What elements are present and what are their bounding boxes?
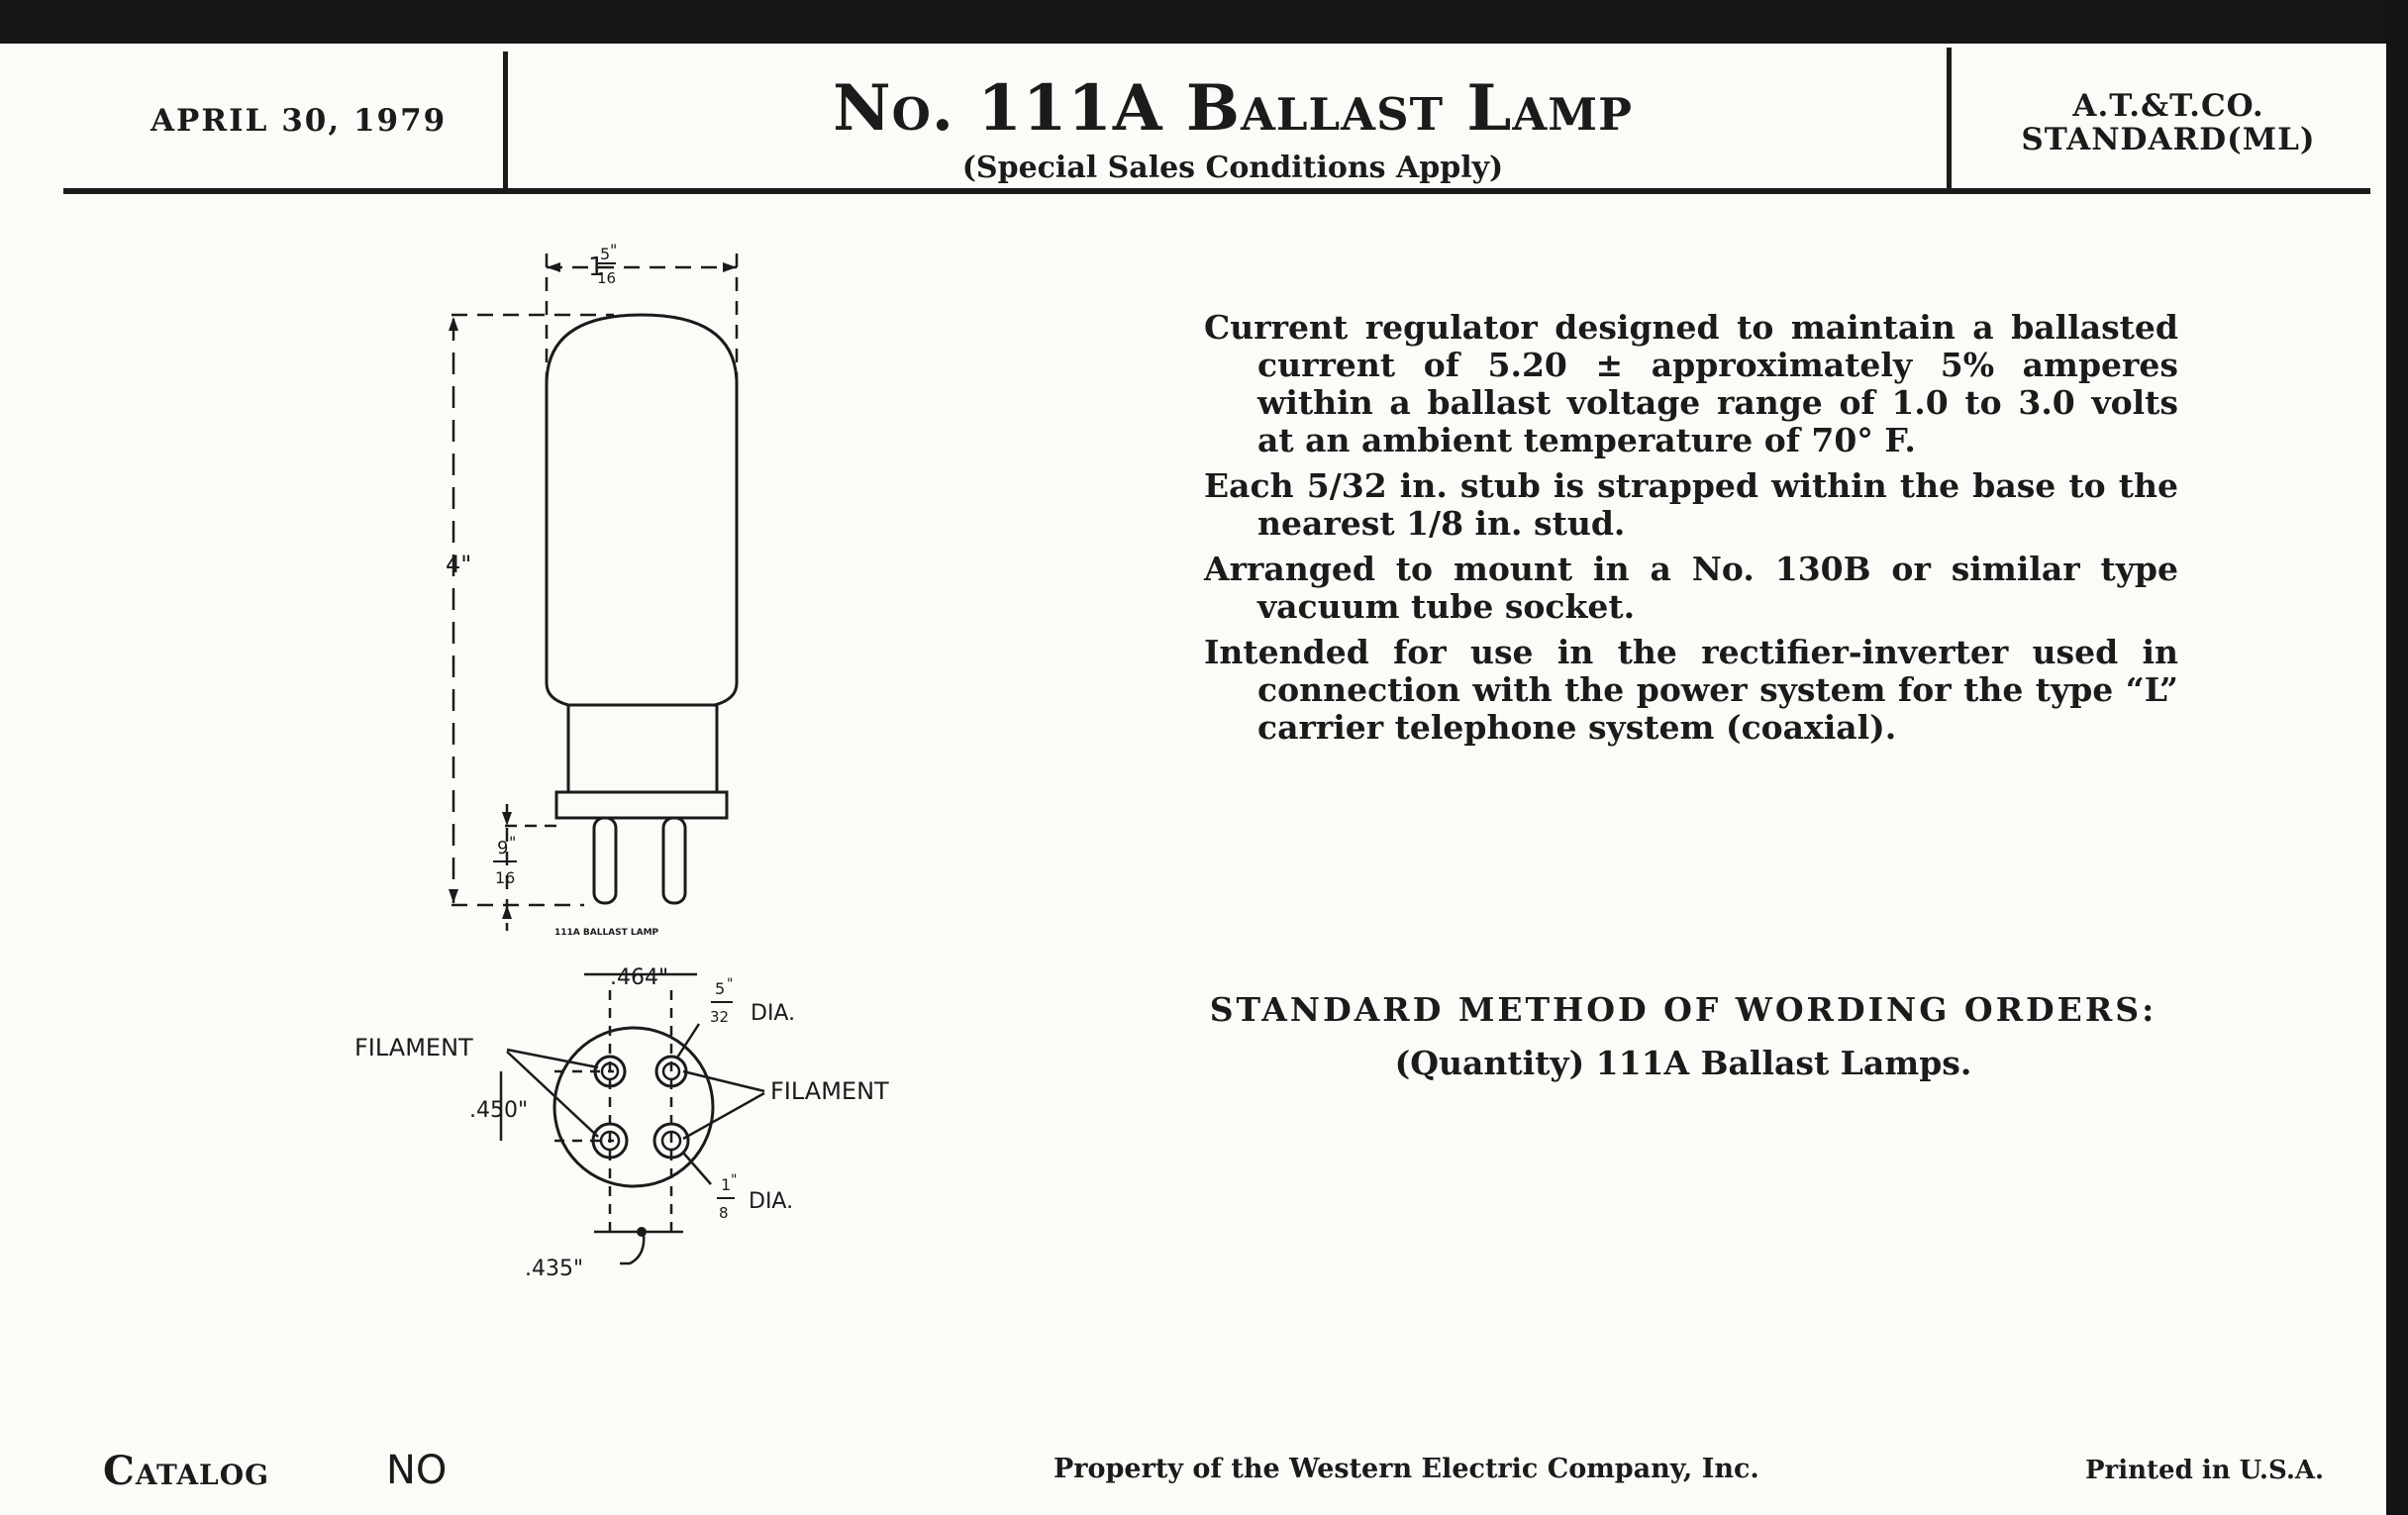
stud-fraction-den: 8: [719, 1204, 729, 1222]
stub-dia-label: DIA.: [751, 1001, 796, 1026]
width-fraction-num: 5: [600, 245, 611, 263]
issue-date: APRIL 30, 1979: [150, 103, 448, 139]
stud-dia-label: DIA.: [749, 1189, 794, 1214]
property-notice: Property of the Western Electric Company, Inc.: [1054, 1454, 1759, 1484]
filament-leader: [683, 1071, 764, 1091]
lamp-pin: [594, 818, 616, 903]
dimension-dot: [637, 1227, 647, 1237]
order-heading: STANDARD METHOD OF WORDING ORDERS:: [1209, 990, 2157, 1029]
filament-label-right: FILAMENT: [770, 1077, 889, 1105]
description-paragraph: Intended for use in the rectifier-inverter used in connection with the power system for the type “L” carrier telephone system (coaxial).: [1204, 633, 2178, 747]
arrowhead: [502, 812, 512, 826]
drawing-caption: 111A BALLAST LAMP: [554, 928, 659, 938]
pin-unit: ": [509, 833, 517, 852]
spacing-top-label: .464": [610, 965, 669, 990]
stud-unit: ": [731, 1172, 738, 1188]
description-paragraph: Current regulator designed to maintain a ballasted current of 5.20 ± approximately 5% amperes within a ballast voltage range of 1.0 to 3.0 volts at an ambient temperature of 70° F.: [1204, 308, 2178, 459]
base-bottom-outline: [554, 1028, 713, 1186]
description-paragraph: Each 5/32 in. stub is strapped within the base to the nearest 1/8 in. stud.: [1204, 466, 2178, 543]
arrowhead: [547, 262, 560, 272]
spacing-bottom-label: .435": [525, 1257, 584, 1281]
stub-fraction-num: 5: [715, 979, 726, 998]
width-unit: ": [610, 241, 618, 259]
arrowhead: [449, 317, 458, 331]
stud-fraction-num: 1: [721, 1175, 732, 1194]
standard-line-1: A.T.&T.CO.: [2072, 88, 2264, 124]
arrowhead: [449, 889, 458, 903]
printed-notice: Printed in U.S.A.: [2085, 1456, 2325, 1485]
stud-dia-leader: [683, 1153, 711, 1184]
arrowhead: [502, 905, 512, 919]
lamp-base: [568, 705, 717, 792]
filament-label-left: FILAMENT: [354, 1034, 473, 1061]
width-fraction-den: 16: [597, 269, 617, 287]
width-whole: 1: [588, 252, 605, 282]
filament-leader: [683, 1093, 764, 1139]
spacing-left-label: .450": [469, 1098, 529, 1123]
stub-fraction-den: 32: [710, 1008, 730, 1026]
description-paragraph: Arranged to mount in a No. 130B or similar type vacuum tube socket.: [1204, 550, 2178, 626]
stub-dia-leader: [677, 1024, 699, 1058]
order-example: (Quantity) 111A Ballast Lamps.: [1394, 1044, 1972, 1082]
bulb-envelope: [547, 315, 737, 705]
stub-unit: ": [727, 976, 734, 992]
page-subtitle: (Special Sales Conditions Apply): [961, 151, 1504, 185]
standard-line-2: STANDARD(ML): [2021, 122, 2316, 157]
pin-fraction-den: 16: [495, 868, 516, 887]
base-flange: [556, 792, 727, 818]
lamp-pin: [663, 818, 685, 903]
pin-fraction-num: 9: [497, 838, 509, 858]
page-title: No. 111A Ballast Lamp: [833, 71, 1633, 146]
arrowhead: [723, 262, 737, 272]
catalog-label: Catalog: [103, 1448, 270, 1494]
height-label: 4": [446, 551, 472, 578]
spacing-bottom-leader: [620, 1234, 644, 1263]
catalog-number: NO: [386, 1448, 448, 1493]
